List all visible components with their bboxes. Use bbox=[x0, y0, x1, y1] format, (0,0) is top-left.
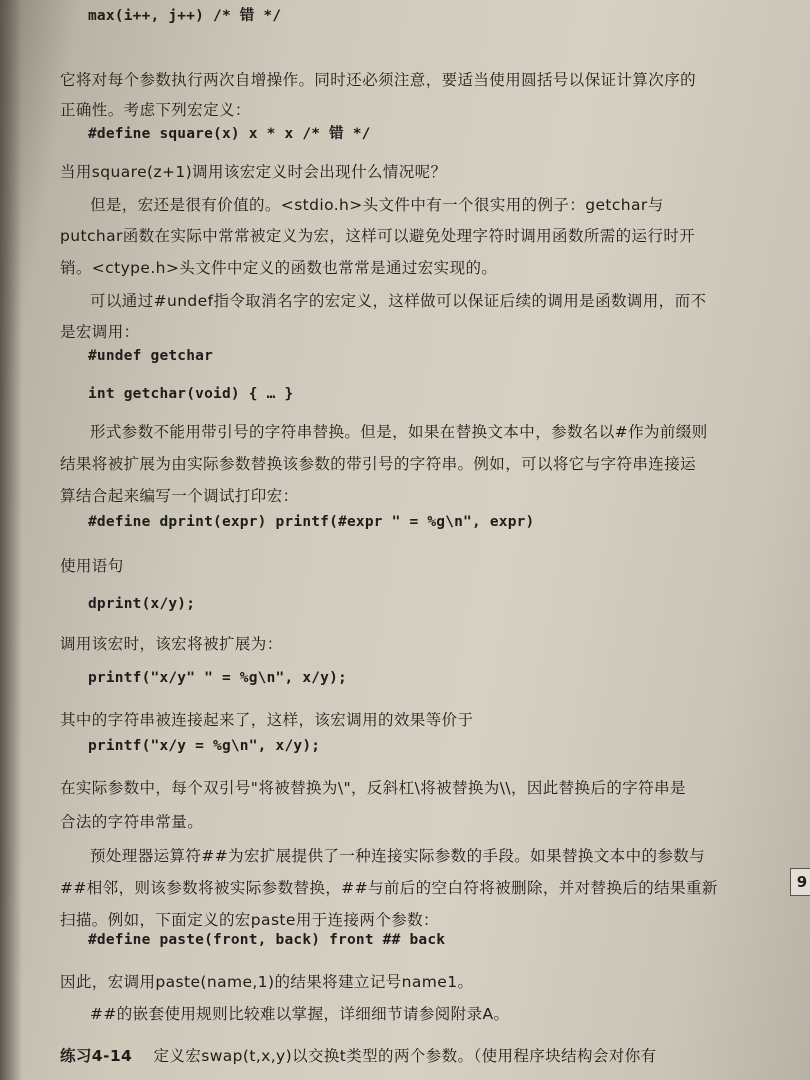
code-line-paste-define: #define paste(front, back) front ## back bbox=[88, 932, 446, 948]
body-line: putchar函数在实际中常常被定义为宏，这样可以避免处理字符时调用函数所需的运行时开 bbox=[60, 227, 696, 245]
body-line: 它将对每个参数执行两次自增操作。同时还必须注意，要适当使用圆括号以保证计算次序的 bbox=[60, 71, 697, 89]
body-line: 合法的字符串常量。 bbox=[60, 813, 204, 831]
body-line: 销。<ctype.h>头文件中定义的函数也常常是通过宏实现的。 bbox=[60, 259, 498, 277]
code-line-getchar: int getchar(void) { … } bbox=[88, 386, 294, 402]
body-line: 算结合起来编写一个调试打印宏： bbox=[60, 487, 299, 505]
body-line: 当用square(z+1)调用该宏定义时会出现什么情况呢？ bbox=[60, 163, 447, 181]
body-line: 可以通过#undef指令取消名字的宏定义，这样做可以保证后续的调用是函数调用，而不 bbox=[90, 292, 707, 310]
code-line-dprint-call: dprint(x/y); bbox=[88, 596, 196, 612]
body-line: 形式参数不能用带引号的字符串替换。但是，如果在替换文本中，参数名以#作为前缀则 bbox=[90, 423, 708, 441]
exercise-line bbox=[60, 1044, 657, 1066]
body-line: ##的嵌套使用规则比较难以掌握，详细细节请参阅附录A。 bbox=[90, 1005, 510, 1023]
body-line: 扫描。例如，下面定义的宏paste用于连接两个参数： bbox=[60, 911, 439, 929]
body-line: ##相邻，则该参数将被实际参数替换，##与前后的空白符将被删除，并对替换后的结果重新 bbox=[60, 879, 718, 897]
body-line: 因此，宏调用paste(name,1)的结果将建立记号name1。 bbox=[60, 973, 474, 991]
body-line: 正确性。考虑下列宏定义： bbox=[60, 101, 251, 119]
code-line-max: max(i++, j++) /* 错 */ bbox=[88, 8, 282, 24]
body-line: 使用语句 bbox=[60, 557, 124, 575]
code-line-undef: #undef getchar bbox=[88, 348, 214, 364]
body-line: 结果将被扩展为由实际参数替换该参数的带引号的字符串。例如，可以将它与字符串连接运 bbox=[60, 455, 697, 473]
chapter-margin-number: 9 bbox=[790, 868, 810, 896]
exercise-label: 练习4-14 bbox=[60, 1047, 133, 1065]
code-line-square: #define square(x) x * x /* 错 */ bbox=[88, 126, 371, 142]
body-line: 预处理器运算符##为宏扩展提供了一种连接实际参数的手段。如果替换文本中的参数与 bbox=[90, 847, 706, 865]
body-line: 其中的字符串被连接起来了，这样，该宏调用的效果等价于 bbox=[60, 711, 474, 729]
body-line: 是宏调用： bbox=[60, 323, 140, 341]
exercise-text: 定义宏swap(t,x,y)以交换t类型的两个参数。（使用程序块结构会对你有 bbox=[153, 1047, 657, 1065]
code-line-printf-split: printf("x/y" " = %g\n", x/y); bbox=[88, 670, 347, 686]
page-gutter-shadow bbox=[0, 0, 22, 1080]
code-line-printf-joined: printf("x/y = %g\n", x/y); bbox=[88, 738, 321, 754]
code-line-dprint-define: #define dprint(expr) printf(#expr " = %g\n", expr) bbox=[88, 514, 535, 530]
body-line: 调用该宏时，该宏将被扩展为： bbox=[60, 635, 283, 653]
body-line: 在实际参数中，每个双引号"将被替换为\"，反斜杠\将被替换为\\，因此替换后的字符串是 bbox=[60, 779, 686, 797]
body-line: 但是，宏还是很有价值的。<stdio.h>头文件中有一个很实用的例子：getchar与 bbox=[90, 196, 664, 214]
